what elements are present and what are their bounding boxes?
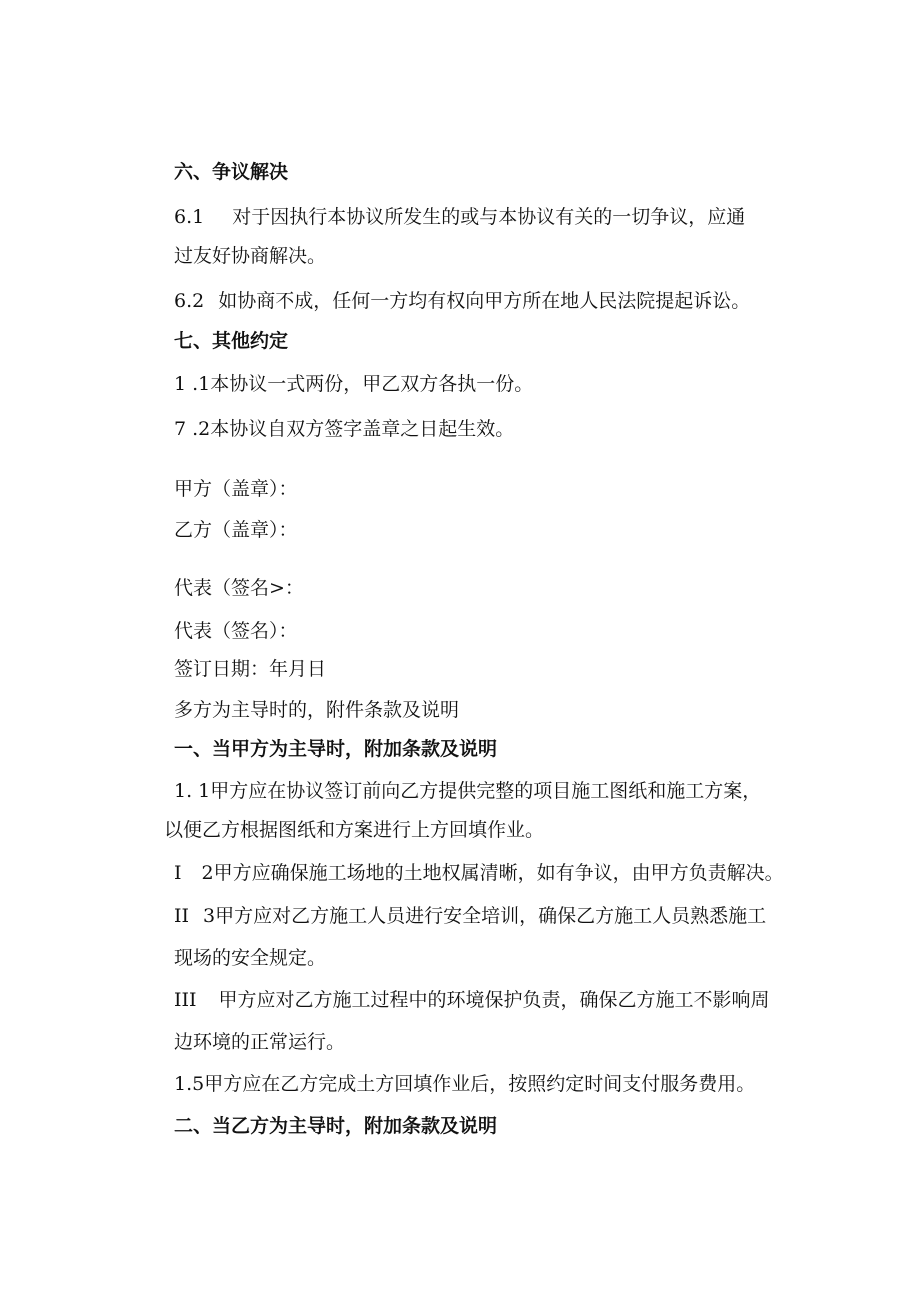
appendix-a-item-3-number: II — [174, 905, 190, 927]
clause-6-2-text: 如协商不成，任何一方均有权向甲方所在地人民法院提起诉讼。 — [218, 290, 751, 312]
appendix-a-item-2 — [174, 861, 784, 885]
signing-date: 签订日期：年月日 — [174, 658, 327, 680]
appendix-a-item-1-continued: 以便乙方根据图纸和方案进行上方回填作业。 — [164, 819, 545, 841]
party-a-seal: 甲方（盖章）： — [174, 478, 298, 500]
clause-6-1 — [174, 205, 745, 229]
section-7-heading: 七、其他约定 — [174, 330, 289, 352]
clause-7-1: 1 .1本协议一式两份，甲乙双方各执一份。 — [174, 373, 534, 395]
clause-7-2: 7 .2本协议自双方签字盖章之日起生效。 — [174, 418, 515, 440]
clause-6-1-text: 对于因执行本协议所发生的或与本协议有关的一切争议，应通 — [232, 206, 746, 228]
section-6-heading: 六、争议解决 — [174, 161, 289, 183]
appendix-b-heading: 二、当乙方为主导时，附加条款及说明 — [174, 1115, 498, 1137]
appendix-a-item-3 — [174, 904, 766, 928]
clause-6-2-number: 6.2 — [174, 290, 205, 312]
appendix-a-item-4-number: III — [174, 989, 197, 1011]
appendix-a-item-4-text: 甲方应对乙方施工过程中的环境保护负责，确保乙方施工不影响周 — [218, 989, 770, 1011]
appendix-intro: 多方为主导时的，附件条款及说明 — [174, 699, 460, 721]
appendix-a-item-3-continued: 现场的安全规定。 — [174, 947, 327, 969]
appendix-a-item-3-text: 3甲方应对乙方施工人员进行安全培训，确保乙方施工人员熟悉施工 — [203, 905, 767, 927]
appendix-a-heading: 一、当甲方为主导时，附加条款及说明 — [174, 738, 498, 760]
appendix-a-item-2-number: I — [174, 862, 182, 884]
appendix-a-item-4-continued: 边环境的正常运行。 — [174, 1031, 346, 1053]
clause-6-1-continued: 过友好协商解决。 — [174, 245, 327, 267]
appendix-a-item-5: 1.5甲方应在乙方完成土方回填作业后，按照约定时间支付服务费用。 — [174, 1073, 756, 1095]
appendix-a-item-2-text: 2甲方应确保施工场地的土地权属清晰，如有争议，由甲方负责解决。 — [201, 862, 784, 884]
representative-b-signature: 代表（签名）： — [174, 620, 298, 642]
clause-6-1-number: 6.1 — [174, 206, 205, 228]
clause-6-2 — [174, 289, 750, 313]
representative-a-signature: 代表（签名>： — [174, 577, 304, 599]
appendix-a-item-1: 1. 1甲方应在协议签订前向乙方提供完整的项目施工图纸和施工方案， — [174, 780, 762, 802]
appendix-a-item-4 — [174, 988, 770, 1012]
party-b-seal: 乙方（盖章）： — [174, 519, 298, 541]
